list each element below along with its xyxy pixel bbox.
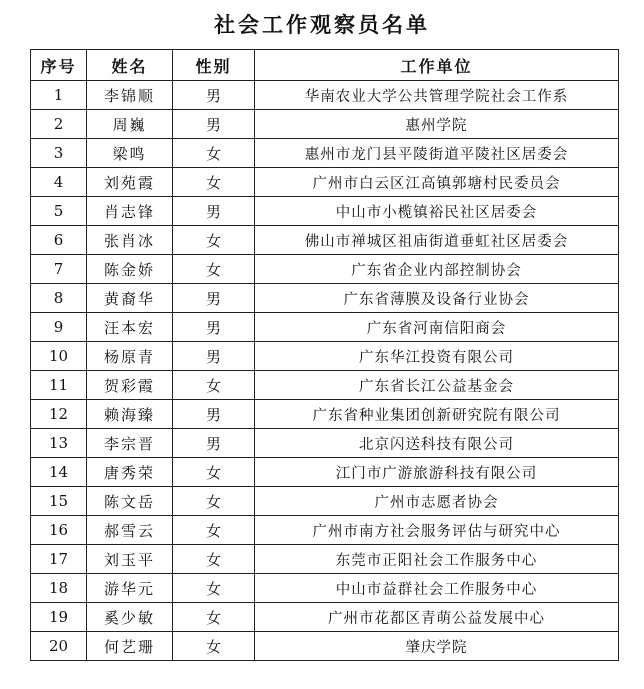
table-row xyxy=(31,458,619,487)
cell-unit: 北京闪送科技有限公司 xyxy=(255,429,619,458)
cell-gender: 男 xyxy=(173,313,255,342)
cell-gender: 男 xyxy=(173,342,255,371)
cell-name: 黄裔华 xyxy=(87,284,173,313)
cell-seq: 13 xyxy=(31,429,87,458)
cell-gender: 女 xyxy=(173,371,255,400)
observer-roster-table xyxy=(30,49,619,661)
table-row xyxy=(31,632,619,661)
cell-unit: 中山市小榄镇裕民社区居委会 xyxy=(255,197,619,226)
cell-name: 贺彩霞 xyxy=(87,371,173,400)
header-name: 姓名 xyxy=(87,50,173,81)
cell-gender: 女 xyxy=(173,574,255,603)
table-row xyxy=(31,255,619,284)
cell-unit: 广东省长江公益基金会 xyxy=(255,371,619,400)
cell-seq: 7 xyxy=(31,255,87,284)
cell-name: 李宗晋 xyxy=(87,429,173,458)
cell-gender: 男 xyxy=(173,81,255,110)
table-row xyxy=(31,516,619,545)
cell-seq: 4 xyxy=(31,168,87,197)
cell-name: 何艺珊 xyxy=(87,632,173,661)
cell-unit: 肇庆学院 xyxy=(255,632,619,661)
table-row xyxy=(31,168,619,197)
cell-gender: 女 xyxy=(173,458,255,487)
cell-name: 陈金娇 xyxy=(87,255,173,284)
cell-unit: 广东省企业内部控制协会 xyxy=(255,255,619,284)
cell-name: 刘苑霞 xyxy=(87,168,173,197)
cell-unit: 佛山市禅城区祖庙街道垂虹社区居委会 xyxy=(255,226,619,255)
cell-unit: 广州市花都区青萌公益发展中心 xyxy=(255,603,619,632)
cell-unit: 广州市志愿者协会 xyxy=(255,487,619,516)
cell-gender: 女 xyxy=(173,632,255,661)
cell-name: 唐秀荣 xyxy=(87,458,173,487)
table-row xyxy=(31,284,619,313)
cell-seq: 5 xyxy=(31,197,87,226)
cell-unit: 广州市白云区江高镇郭塘村民委员会 xyxy=(255,168,619,197)
cell-gender: 女 xyxy=(173,487,255,516)
cell-unit: 广东省种业集团创新研究院有限公司 xyxy=(255,400,619,429)
cell-unit: 东莞市正阳社会工作服务中心 xyxy=(255,545,619,574)
cell-seq: 1 xyxy=(31,81,87,110)
cell-unit: 广东省薄膜及设备行业协会 xyxy=(255,284,619,313)
table-row xyxy=(31,110,619,139)
cell-name: 刘玉平 xyxy=(87,545,173,574)
table-row xyxy=(31,81,619,110)
table-row xyxy=(31,371,619,400)
cell-seq: 6 xyxy=(31,226,87,255)
cell-unit: 广州市南方社会服务评估与研究中心 xyxy=(255,516,619,545)
cell-gender: 男 xyxy=(173,400,255,429)
cell-name: 奚少敏 xyxy=(87,603,173,632)
cell-name: 张肖冰 xyxy=(87,226,173,255)
cell-gender: 女 xyxy=(173,255,255,284)
table-row xyxy=(31,313,619,342)
table-row xyxy=(31,400,619,429)
cell-seq: 20 xyxy=(31,632,87,661)
cell-gender: 女 xyxy=(173,226,255,255)
table-row xyxy=(31,197,619,226)
table-header-row xyxy=(31,50,619,81)
cell-seq: 16 xyxy=(31,516,87,545)
table-row xyxy=(31,139,619,168)
cell-gender: 男 xyxy=(173,429,255,458)
cell-seq: 9 xyxy=(31,313,87,342)
cell-unit: 广东华江投资有限公司 xyxy=(255,342,619,371)
header-gender: 性别 xyxy=(173,50,255,81)
table-row xyxy=(31,574,619,603)
cell-unit: 广东省河南信阳商会 xyxy=(255,313,619,342)
cell-seq: 17 xyxy=(31,545,87,574)
table-row xyxy=(31,342,619,371)
cell-seq: 19 xyxy=(31,603,87,632)
cell-name: 梁鸣 xyxy=(87,139,173,168)
cell-name: 陈文岳 xyxy=(87,487,173,516)
cell-name: 赖海臻 xyxy=(87,400,173,429)
cell-unit: 中山市益群社会工作服务中心 xyxy=(255,574,619,603)
cell-gender: 男 xyxy=(173,284,255,313)
cell-seq: 10 xyxy=(31,342,87,371)
cell-name: 周巍 xyxy=(87,110,173,139)
cell-name: 郝雪云 xyxy=(87,516,173,545)
cell-seq: 15 xyxy=(31,487,87,516)
cell-gender: 女 xyxy=(173,603,255,632)
table-row xyxy=(31,487,619,516)
cell-gender: 女 xyxy=(173,139,255,168)
cell-unit: 江门市广游旅游科技有限公司 xyxy=(255,458,619,487)
header-unit: 工作单位 xyxy=(255,50,619,81)
cell-seq: 2 xyxy=(31,110,87,139)
header-seq: 序号 xyxy=(31,50,87,81)
cell-unit: 惠州市龙门县平陵街道平陵社区居委会 xyxy=(255,139,619,168)
cell-name: 游华元 xyxy=(87,574,173,603)
cell-name: 李锦顺 xyxy=(87,81,173,110)
cell-gender: 女 xyxy=(173,516,255,545)
cell-gender: 男 xyxy=(173,110,255,139)
table-row xyxy=(31,429,619,458)
cell-name: 肖志锋 xyxy=(87,197,173,226)
cell-gender: 女 xyxy=(173,545,255,574)
table-row xyxy=(31,545,619,574)
cell-seq: 11 xyxy=(31,371,87,400)
cell-seq: 12 xyxy=(31,400,87,429)
table-row xyxy=(31,603,619,632)
cell-name: 杨原青 xyxy=(87,342,173,371)
table-row xyxy=(31,226,619,255)
cell-seq: 8 xyxy=(31,284,87,313)
cell-seq: 18 xyxy=(31,574,87,603)
cell-unit: 惠州学院 xyxy=(255,110,619,139)
cell-seq: 14 xyxy=(31,458,87,487)
cell-unit: 华南农业大学公共管理学院社会工作系 xyxy=(255,81,619,110)
document-title: 社会工作观察员名单 xyxy=(214,13,430,37)
cell-name: 汪本宏 xyxy=(87,313,173,342)
cell-gender: 女 xyxy=(173,168,255,197)
cell-seq: 3 xyxy=(31,139,87,168)
cell-gender: 男 xyxy=(173,197,255,226)
